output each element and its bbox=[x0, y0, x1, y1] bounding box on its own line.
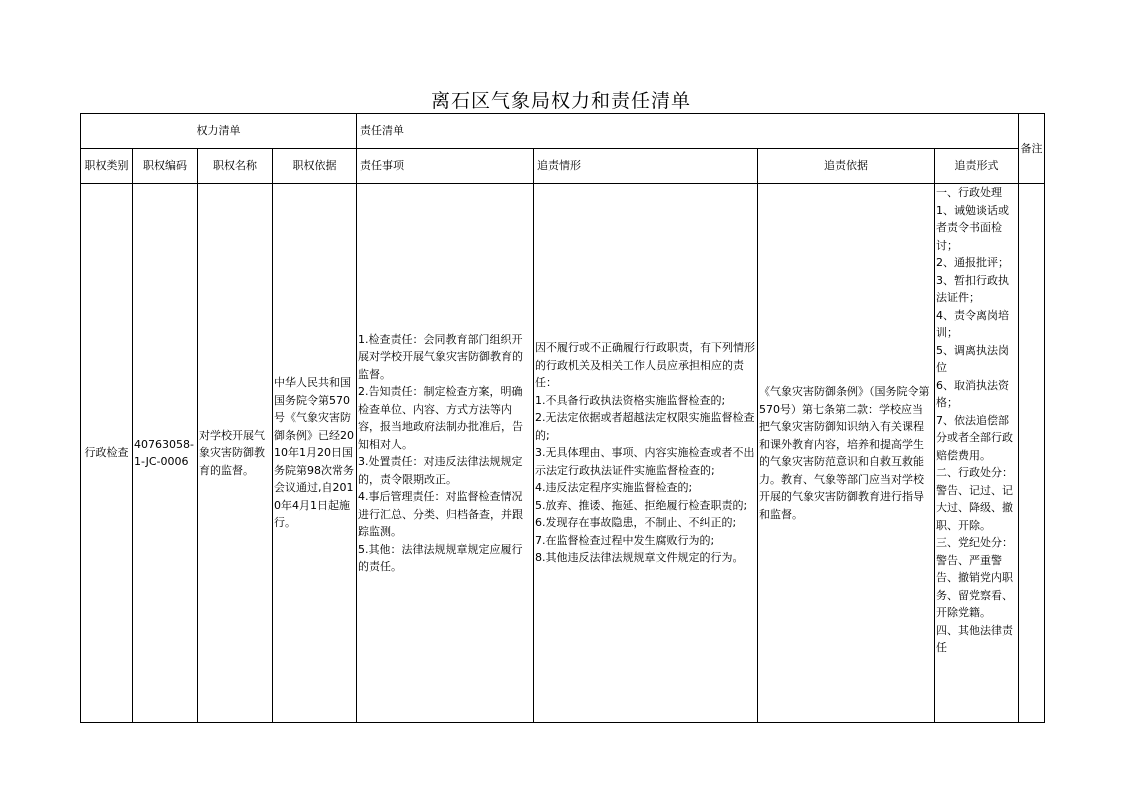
cell-accountability-basis: 《气象灾害防御条例》（国务院令第570号）第七条第二款：学校应当把气象灾害防御知识纳入有关课程和课外教育内容，培养和提高学生的气象灾害防范意识和自救互救能力。教育、气象等部门应当对学校开展的气象灾害防御教育进行指导和监督。 bbox=[758, 184, 935, 723]
cell-duties: 1.检查责任：会同教育部门组织开展对学校开展气象灾害防御教育的监督。 2.告知责任：制定检查方案，明确检查单位、内容、方式方法等内容，报当地政府法制办批准后，告知相对人。 3.处置责任：对违反法律法规规定的，责令限期改正。 4.事后管理责任：对监督检查情况进行汇总、分类、归档备查，并跟踪监测。 5.其他：法律法规规章规定应履行的责任。 bbox=[357, 184, 534, 723]
cell-category: 行政检查 bbox=[81, 184, 133, 723]
cell-accountability-cases: 因不履行或不正确履行行政职责，有下列情形的行政机关及相关工作人员应承担相应的责任： 1.不具备行政执法资格实施监督检查的; 2.无法定依据或者超越法定权限实施监督检查的; 3.无具体理由、事项、内容实施检查或者不出示法定行政执法证件实施监督检查的; 4.违反法定程序实施监督检查的; 5.放弃、推诿、拖延、拒绝履行检查职责的; 6.发现存在事故隐患，不制止、不纠正的; 7.在监督检查过程中发生腐败行为的; 8.其他违反法律法规规章文件规定的行为。 bbox=[534, 184, 758, 723]
cell-name: 对学校开展气象灾害防御教育的监督。 bbox=[198, 184, 273, 723]
column-header-duties: 责任事项 bbox=[357, 149, 534, 184]
table-row bbox=[81, 184, 1045, 723]
page-title: 离石区气象局权力和责任清单 bbox=[430, 90, 691, 112]
column-header-accountability-cases: 追责情形 bbox=[534, 149, 758, 184]
cell-accountability-forms: 一、行政处理 1、诫勉谈话或者责令书面检讨； 2、通报批评； 3、暂扣行政执法证件； 4、责令离岗培训； 5、调离执法岗位 6、取消执法资格； 7、依法追偿部分或者全部行政赔偿费用。 二、行政处分：警告、记过、记大过、降级、撤职、开除。 三、党纪处分：警告、严重警告、撤销党内职务、留党察看、开除党籍。 四、其他法律责任 bbox=[935, 184, 1019, 723]
duty-list-header: 责任清单 bbox=[357, 114, 1019, 149]
power-responsibility-table bbox=[80, 113, 1045, 723]
column-header-accountability-basis: 追责依据 bbox=[758, 149, 935, 184]
remark-header: 备注 bbox=[1019, 114, 1045, 184]
column-header-accountability-forms: 追责形式 bbox=[935, 149, 1019, 184]
column-header-basis: 职权依据 bbox=[273, 149, 357, 184]
power-list-header: 权力清单 bbox=[81, 114, 357, 149]
cell-code: 40763058-1-JC-0006 bbox=[133, 184, 198, 723]
cell-basis: 中华人民共和国国务院令第570号《气象灾害防御条例》已经2010年1月20日国务院第98次常务会议通过,自2010年4月1日起施行。 bbox=[273, 184, 357, 723]
cell-remark bbox=[1019, 184, 1045, 723]
column-header-category: 职权类别 bbox=[81, 149, 133, 184]
column-header-code: 职权编码 bbox=[133, 149, 198, 184]
table-header-row-2 bbox=[81, 149, 1045, 184]
table-header-row-1 bbox=[81, 114, 1045, 149]
column-header-name: 职权名称 bbox=[198, 149, 273, 184]
